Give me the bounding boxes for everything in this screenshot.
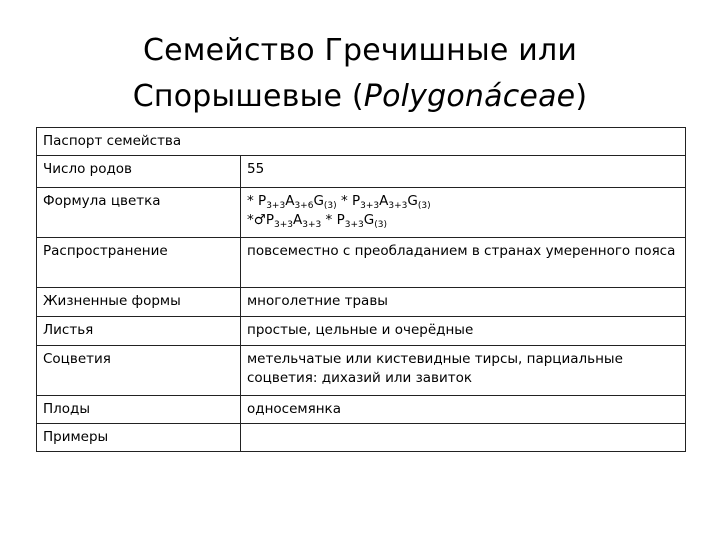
row-value: многолетние травы [241,288,686,317]
table-row [37,156,686,188]
row-label: Формула цветка [37,188,241,238]
flower-formula-line-1: * $P_{3+3}A_{3+6}G_{(3)} * P_{3+3}A_{3+3}G_{(3)}$ [247,193,431,211]
table-row [37,188,686,238]
slide-title [0,28,720,120]
row-label: Примеры [37,424,241,452]
row-label: Жизненные формы [37,288,241,317]
row-value: метельчатые или кистевидные тирсы, парциальные соцветия: дихазий или завиток [241,346,686,396]
title-line-1: Семейство Гречишные или [142,33,578,68]
row-value: повсеместно с преобладанием в странах умеренного пояса [241,238,686,288]
row-label: Распространение [37,238,241,288]
family-passport-table [36,127,686,452]
table-row [37,424,686,452]
title-line-2-prefix: Спорышевые ( [132,79,364,114]
row-label: Соцветия [37,346,241,396]
table-row [37,396,686,424]
table-header: Паспорт семейства [37,128,686,156]
table-row [37,317,686,346]
row-value: односемянка [241,396,686,424]
row-label: Листья [37,317,241,346]
table-row [37,288,686,317]
title-line-2-suffix: ) [575,79,588,114]
flower-formula-line-2: $*♂P_{3+3}A_{3+3} * P_{3+3}G_{(3)}$ [247,212,387,230]
row-label: Плоды [37,396,241,424]
row-value [241,424,686,452]
title-latin-name: Polygonáceae [363,79,576,114]
flower-formula-cell [241,188,686,238]
row-label: Число родов [37,156,241,188]
table-header-row [37,128,686,156]
title-line-2 [0,74,720,120]
row-value: простые, цельные и очерёдные [241,317,686,346]
table-row [37,346,686,396]
row-value: 55 [241,156,686,188]
table-row [37,238,686,288]
